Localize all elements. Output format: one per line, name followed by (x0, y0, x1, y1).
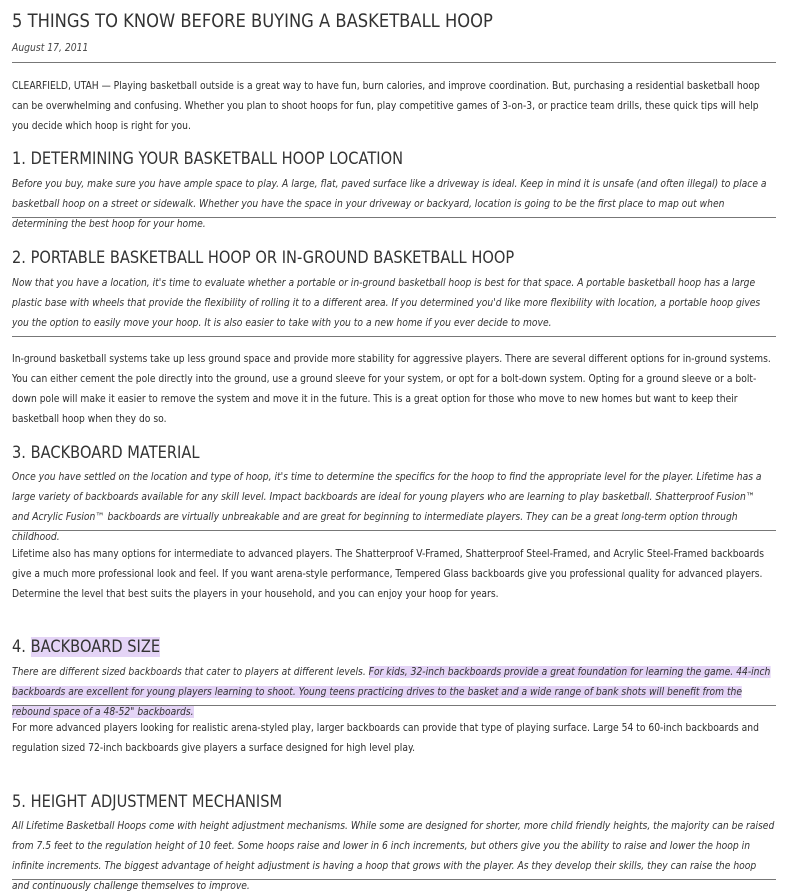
divider (12, 530, 776, 531)
divider (12, 62, 776, 63)
section-5-paragraph: All Lifetime Basketball Hoops come with height adjustment mechanisms. While some are designed for shorter, more child friendly heights, the majority can be raised from 7.5 feet to the regulation height of 10 feet. Some hoops raise and lower in 6 inch increments, but others give you the ability to raise and lower the hoop in infinite increments. The biggest advantage of height adjustment is having a hoop that grows with the player. As they develop their skills, they can raise the hoop and continuously challenge themselves to improve. (12, 820, 775, 892)
section-1-paragraph: Before you buy, make sure you have ample space to play. A large, flat, paved surface like a driveway is ideal. Keep in mind it is unsafe (and often illegal) to place a basketball hoop on a street or sidewalk. Whether you have the space in your driveway or backyard, location is going to be the first place to map out when determining the best hoop for your home. (12, 178, 767, 230)
highlighted-text[interactable]: For kids, 32-inch backboards provide a great foundation for learning the game. 44-inch backboards are excellent for young players learning to shoot. Young teens practicing drives to the basket and a wide range of bank shots will benefit from the rebound space of a 48-52" backboards. (12, 666, 771, 718)
section-3-paragraph-2: Lifetime also has many options for intermediate to advanced players. The Shatterproof V-Framed, Shatterproof Steel-Framed, and Acrylic Steel-Framed backboards give a much more professional look and feel. If you want arena-style performance, Tempered Glass backboards give you professional quality for advanced players. Determine the level that best suits the players in your household, and you can enjoy your hoop for years. (12, 548, 765, 600)
section-5-heading: 5. HEIGHT ADJUSTMENT MECHANISM (12, 792, 283, 812)
section-3-heading: 3. BACKBOARD MATERIAL (12, 443, 200, 463)
highlighted-heading-text[interactable]: BACKBOARD SIZE (30, 637, 161, 657)
section-2-heading: 2. PORTABLE BASKETBALL HOOP OR IN-GROUND BASKETBALL HOOP (12, 248, 515, 268)
section-4-plain-text: There are different sized backboards that cater to players at different levels. (12, 666, 369, 678)
divider (12, 879, 776, 880)
section-1-heading: 1. DETERMINING YOUR BASKETBALL HOOP LOCATION (12, 149, 404, 169)
section-4-heading (12, 637, 160, 657)
intro-paragraph: CLEARFIELD, UTAH — Playing basketball outside is a great way to have fun, burn calories, and improve coordination. But, purchasing a residential basketball hoop can be overwhelming and confusing. Whether you plan to shoot hoops for fun, play competitive games of 3-on-3, or practice team drills, these quick tips will help you decide which hoop is right for you. (12, 80, 760, 132)
section-4-paragraph-1 (12, 662, 775, 722)
article-date: August 17, 2011 (12, 42, 89, 54)
divider (12, 217, 776, 218)
divider (12, 705, 776, 706)
section-4-heading-number: 4. (12, 637, 31, 657)
section-4-paragraph-2: For more advanced players looking for realistic arena-styled play, larger backboards can provide that type of playing surface. Large 54 to 60-inch backboards and regulation sized 72-inch backboards give players a surface designed for high level play. (12, 722, 759, 754)
divider (12, 336, 776, 337)
section-3-paragraph-1: Once you have settled on the location and type of hoop, it's time to determine the specifics for the hoop to find the appropriate level for the player. Lifetime has a large variety of backboards available for any skill level. Impact backboards are ideal for young players who are learning to play basketball. Shatterproof Fusion™ and Acrylic Fusion™ backboards are virtually unbreakable and are great for beginning to intermediate players. They can be a great long-term option through childhood. (12, 471, 762, 543)
section-2-paragraph-1: Now that you have a location, it's time to evaluate whether a portable or in-ground basketball hoop is best for that space. A portable basketball hoop has a large plastic base with wheels that provide the flexibility of rolling it to a different area. If you determined you'd like more flexibility with location, a portable hoop gives you the option to easily move your hoop. It is also easier to take with you to a new home if you ever decide to move. (12, 277, 761, 329)
section-2-paragraph-2: In-ground basketball systems take up less ground space and provide more stability for aggressive players. There are several different options for in-ground systems. You can either cement the pole directly into the ground, use a ground sleeve for your system, or opt for a bolt-down system. Opting for a ground sleeve or a bolt-down pole will make it easier to remove the system and move it in the future. This is a great option for those who move to new homes but want to keep their basketball hoop when they do so. (12, 353, 771, 425)
page-title: 5 THINGS TO KNOW BEFORE BUYING A BASKETBALL HOOP (12, 10, 493, 32)
